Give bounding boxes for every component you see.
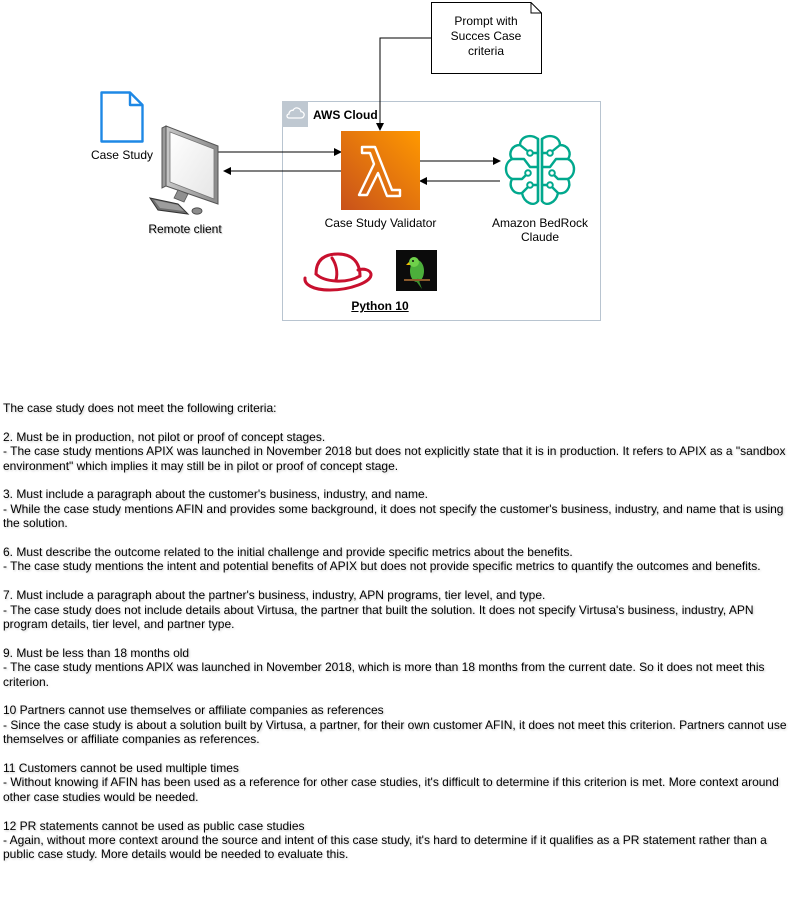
criterion-title: 7. Must include a paragraph about the partner's business, industry, APN programs, tier level, and type.: [3, 588, 546, 603]
criterion-title: 9. Must be less than 18 months old: [3, 645, 190, 660]
criterion-detail: - While the case study mentions AFIN and provides some background, it does not specify the customer's business, industry, and name that is using the solution.: [3, 501, 784, 531]
criteria-text: [3, 401, 795, 862]
aws-cloud-label: AWS Cloud: [313, 108, 378, 122]
lambda-icon[interactable]: [341, 131, 420, 210]
bedrock-icon[interactable]: [500, 131, 580, 211]
parrot-icon[interactable]: [396, 250, 437, 291]
note-line-1: Prompt with: [454, 14, 518, 28]
criterion-detail: - The case study mentions APIX was launched in November 2018, which is more than 18 months from the current date. So it does not meet this criterion.: [3, 660, 765, 689]
runtime-label: Python 10: [351, 299, 409, 313]
criterion-detail: - Since the case study is about a solution built by Virtusa, a partner, for their own customer AFIN, it does not meet this criterion. Partners cannot use themselves or affiliate companies as references.: [3, 717, 787, 747]
note-line-3: criteria: [467, 44, 504, 58]
criterion-title: 12 PR statements cannot be used as public case studies: [3, 818, 305, 833]
criterion-detail: - The case study mentions APIX was launched in November 2018 but does not explicitly state that it is in production. It refers to APIX as a "sandbox environment" which implies it may still be in pilot or proof of concept stage.: [3, 444, 786, 473]
computer-icon[interactable]: [148, 124, 220, 218]
prompt-connector: [380, 38, 431, 130]
note-line-2: Succes Case: [450, 29, 522, 43]
criterion-detail: - The case study mentions the intent and potential benefits of APIX but does not provide specific metrics to quantify the outcomes and benefits.: [3, 559, 761, 574]
criterion-title: 10 Partners cannot use themselves or affiliate companies as references: [3, 703, 384, 718]
document-label: Case Study: [90, 148, 154, 162]
criteria-intro: The case study does not meet the following criteria:: [3, 401, 277, 415]
client-label: Remote client: [148, 222, 222, 236]
lambda-label: Case Study Validator: [324, 216, 437, 230]
criterion-detail: - Without knowing if AFIN has been used as a reference for other case studies, it's difficult to determine if this criterion is met. More context around other case studies would be needed.: [3, 775, 779, 804]
bedrock-label: [480, 216, 600, 244]
bedrock-label-line-1: Amazon BedRock: [491, 216, 589, 230]
note-text: [431, 14, 541, 59]
criterion-title: 2. Must be in production, not pilot or proof of concept stages.: [3, 429, 326, 444]
criterion-title: 3. Must include a paragraph about the customer's business, industry, and name.: [3, 487, 428, 502]
criterion-detail: - Again, without more context around the source and intent of this case study, it's hard to determine if it qualifies as a PR statement rather than a public case study. More details would be needed to evaluate this.: [3, 833, 767, 862]
criterion-detail: - The case study does not include details about Virtusa, the partner that built the solution. It does not specify Virtusa's business, industry, APN program details, tier level, and partner type.: [3, 602, 754, 632]
bedrock-label-line-2: Claude: [520, 230, 560, 244]
criterion-title: 11 Customers cannot be used multiple times: [3, 761, 239, 776]
criterion-title: 6. Must describe the outcome related to the initial challenge and provide specific metrics about the benefits.: [3, 545, 573, 560]
red-hat-icon[interactable]: [302, 250, 374, 294]
document-icon[interactable]: [100, 91, 144, 143]
